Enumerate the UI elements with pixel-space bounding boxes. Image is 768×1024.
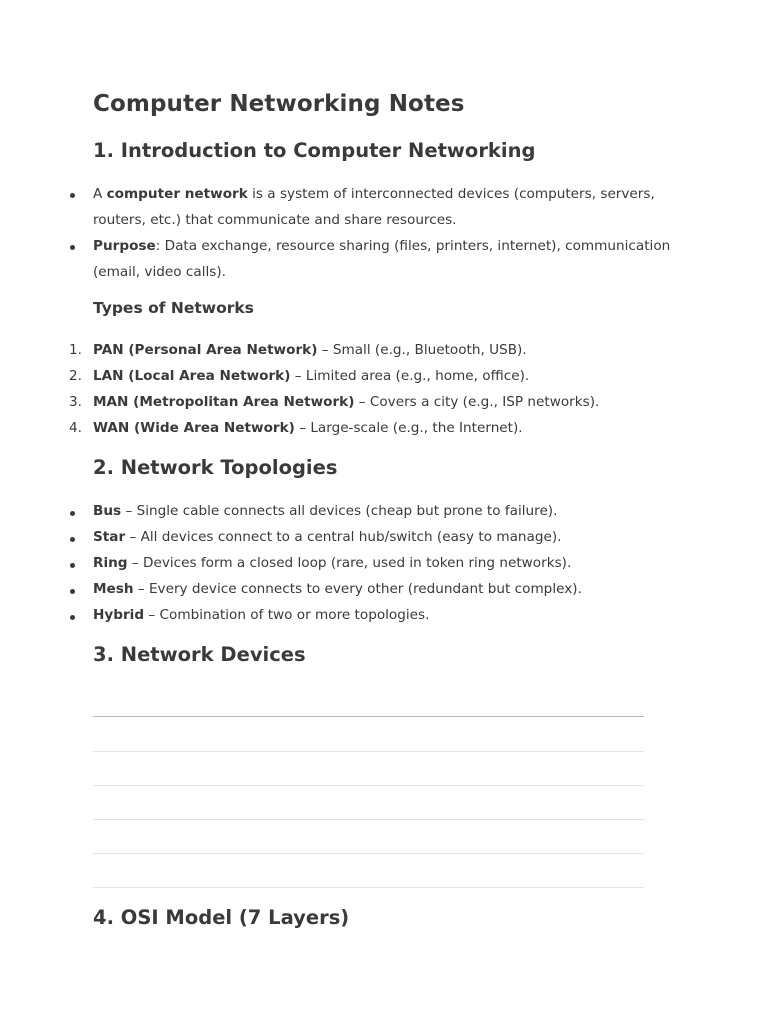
list-number: 3. [69, 394, 82, 410]
list-item-continuation: routers, etc.) that communicate and share resources. [93, 212, 457, 228]
section-heading-introduction: 1. Introduction to Computer Networking [93, 139, 536, 162]
list-item-continuation: (email, video calls). [93, 264, 226, 280]
bold-term: Ring [93, 555, 128, 571]
list-number: 2. [69, 368, 82, 384]
bold-term: Purpose [93, 238, 156, 254]
list-number: 1. [69, 342, 82, 358]
list-number: 4. [69, 420, 82, 436]
bullet-marker [70, 589, 75, 594]
list-item: Mesh – Every device connects to every other (redundant but complex). [93, 581, 582, 597]
numbered-item: LAN (Local Area Network) – Limited area (e.g., home, office). [93, 368, 530, 384]
table-rule [93, 853, 644, 854]
bold-term: WAN (Wide Area Network) [93, 420, 295, 436]
bullet-marker [70, 193, 75, 198]
table-rule [93, 785, 644, 786]
list-item: Purpose: Data exchange, resource sharing (files, printers, internet), communication [93, 238, 671, 254]
section-heading-devices: 3. Network Devices [93, 643, 306, 666]
list-item: A computer network is a system of interconnected devices (computers, servers, [93, 186, 655, 202]
table-rule [93, 751, 644, 752]
numbered-item: WAN (Wide Area Network) – Large-scale (e.g., the Internet). [93, 420, 523, 436]
bullet-marker [70, 615, 75, 620]
numbered-item: PAN (Personal Area Network) – Small (e.g., Bluetooth, USB). [93, 342, 527, 358]
bold-term: computer network [106, 186, 248, 202]
list-item: Ring – Devices form a closed loop (rare, used in token ring networks). [93, 555, 572, 571]
bold-term: MAN (Metropolitan Area Network) [93, 394, 355, 410]
bullet-marker [70, 245, 75, 250]
numbered-item: MAN (Metropolitan Area Network) – Covers a city (e.g., ISP networks). [93, 394, 600, 410]
bold-term: Hybrid [93, 607, 145, 623]
list-item: Star – All devices connect to a central hub/switch (easy to manage). [93, 529, 562, 545]
bold-term: Mesh [93, 581, 134, 597]
section-heading-topologies: 2. Network Topologies [93, 456, 338, 479]
table-rule [93, 887, 644, 888]
table-rule [93, 819, 644, 820]
list-item: Bus – Single cable connects all devices (cheap but prone to failure). [93, 503, 558, 519]
document-title: Computer Networking Notes [93, 91, 465, 117]
list-item: Hybrid – Combination of two or more topologies. [93, 607, 430, 623]
subsection-heading-types: Types of Networks [93, 299, 254, 317]
bold-term: Bus [93, 503, 122, 519]
bullet-marker [70, 537, 75, 542]
bold-term: PAN (Personal Area Network) [93, 342, 318, 358]
bullet-marker [70, 511, 75, 516]
bold-term: Star [93, 529, 126, 545]
section-heading-osi: 4. OSI Model (7 Layers) [93, 906, 350, 929]
bullet-marker [70, 563, 75, 568]
bold-term: LAN (Local Area Network) [93, 368, 291, 384]
table-rule [93, 716, 644, 717]
